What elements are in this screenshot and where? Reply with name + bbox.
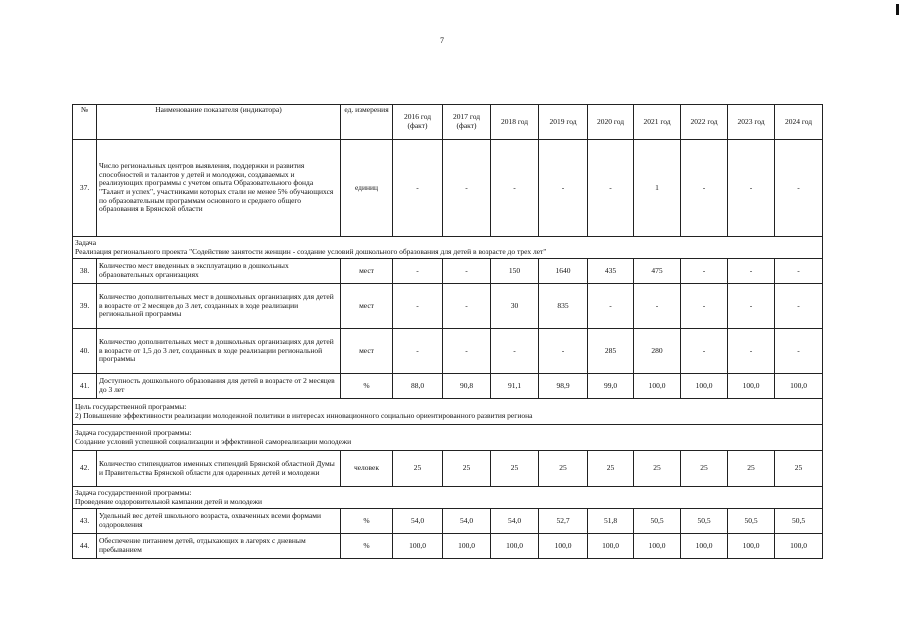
value-cell: 150: [491, 259, 539, 284]
indicator-name: Количество стипендиатов именных стипендий Брянской областной Думы и Правительства Брянской области для одаренных детей и молодежи: [97, 451, 341, 487]
value-cell: -: [443, 259, 491, 284]
value-cell: 99,0: [588, 374, 634, 399]
section-cell: [73, 399, 823, 425]
header-cell: Наименование показателя (индикатора): [97, 105, 341, 140]
value-cell: -: [393, 140, 443, 237]
value-cell: 25: [588, 451, 634, 487]
value-cell: -: [539, 329, 588, 374]
section-text: Задача государственной программы:: [75, 427, 192, 437]
value-cell: -: [728, 259, 775, 284]
indicator-name: Количество дополнительных мест в дошкольных организациях для детей в возрасте от 2 месяцев до 3 лет, созданных в ходе реализации региональной программы: [97, 284, 341, 329]
value-cell: -: [393, 329, 443, 374]
value-cell: -: [443, 140, 491, 237]
table-row: [73, 374, 823, 399]
unit-cell: %: [341, 534, 393, 559]
row-number: 44.: [73, 534, 97, 559]
value-cell: 100,0: [775, 374, 823, 399]
value-cell: 100,0: [681, 534, 728, 559]
value-cell: 435: [588, 259, 634, 284]
row-number: 40.: [73, 329, 97, 374]
unit-cell: %: [341, 509, 393, 534]
section-text: Проведение оздоровительной кампании детей и молодежи: [75, 496, 263, 506]
value-cell: 54,0: [491, 509, 539, 534]
value-cell: -: [634, 284, 681, 329]
indicator-name: Доступность дошкольного образования для детей в возрасте от 2 месяцев до 3 лет: [97, 374, 341, 399]
value-cell: 280: [634, 329, 681, 374]
value-cell: 50,5: [634, 509, 681, 534]
value-cell: -: [681, 140, 728, 237]
value-cell: -: [728, 284, 775, 329]
section-row: [73, 237, 823, 259]
header-cell: 2016 год (факт): [393, 105, 443, 140]
value-cell: -: [443, 329, 491, 374]
value-cell: -: [539, 140, 588, 237]
value-cell: 88,0: [393, 374, 443, 399]
indicator-name: Удельный вес детей школьного возраста, охваченных всеми формами оздоровления: [97, 509, 341, 534]
value-cell: 100,0: [634, 374, 681, 399]
value-cell: 100,0: [634, 534, 681, 559]
section-row: [73, 487, 823, 509]
value-cell: 51,8: [588, 509, 634, 534]
header-cell: 2024 год: [775, 105, 823, 140]
value-cell: 100,0: [539, 534, 588, 559]
value-cell: 50,5: [775, 509, 823, 534]
section-text: 2) Повышение эффективности реализации молодежной политики в интересах инновационного социально ориентированного развития региона: [75, 410, 533, 420]
value-cell: 52,7: [539, 509, 588, 534]
value-cell: 100,0: [681, 374, 728, 399]
table-row: [73, 140, 823, 237]
section-text: Создание условий успешной социализации и эффективной самореализации молодежи: [75, 436, 352, 446]
value-cell: -: [681, 329, 728, 374]
table-row: [73, 284, 823, 329]
indicator-name: Обеспечение питанием детей, отдыхающих в лагерях с дневным пребыванием: [97, 534, 341, 559]
corner-mark: [896, 4, 899, 15]
value-cell: 285: [588, 329, 634, 374]
value-cell: -: [588, 140, 634, 237]
value-cell: 54,0: [443, 509, 491, 534]
table-row: [73, 259, 823, 284]
header-cell: 2023 год: [728, 105, 775, 140]
value-cell: 100,0: [775, 534, 823, 559]
value-cell: 100,0: [443, 534, 491, 559]
value-cell: 25: [443, 451, 491, 487]
unit-cell: %: [341, 374, 393, 399]
value-cell: 50,5: [681, 509, 728, 534]
value-cell: 1: [634, 140, 681, 237]
row-number: 39.: [73, 284, 97, 329]
section-text: Реализация регионального проекта "Содействие занятости женщин - создание условий дошкольного образования для детей в возрасте до трех лет": [75, 246, 547, 256]
value-cell: 91,1: [491, 374, 539, 399]
value-cell: -: [393, 284, 443, 329]
section-text: Задача государственной программы:: [75, 487, 192, 497]
value-cell: -: [728, 140, 775, 237]
value-cell: -: [775, 259, 823, 284]
row-number: 38.: [73, 259, 97, 284]
value-cell: 100,0: [491, 534, 539, 559]
section-text: Цель государственной программы:: [75, 401, 187, 411]
row-number: 42.: [73, 451, 97, 487]
value-cell: -: [491, 140, 539, 237]
value-cell: 1640: [539, 259, 588, 284]
header-cell: 2022 год: [681, 105, 728, 140]
section-row: [73, 399, 823, 425]
header-cell: 2018 год: [491, 105, 539, 140]
indicator-name: Количество дополнительных мест в дошкольных организациях для детей в возрасте от 1,5 до 3 лет, созданных в ходе реализации региональной программы: [97, 329, 341, 374]
indicator-name: Количество мест введенных в эксплуатацию в дошкольных образовательных организациях: [97, 259, 341, 284]
section-cell: [73, 237, 823, 259]
value-cell: 100,0: [588, 534, 634, 559]
value-cell: -: [681, 259, 728, 284]
unit-cell: человек: [341, 451, 393, 487]
value-cell: 100,0: [728, 534, 775, 559]
value-cell: 100,0: [393, 534, 443, 559]
value-cell: 54,0: [393, 509, 443, 534]
section-cell: [73, 487, 823, 509]
unit-cell: единиц: [341, 140, 393, 237]
value-cell: 100,0: [728, 374, 775, 399]
value-cell: -: [775, 284, 823, 329]
value-cell: -: [681, 284, 728, 329]
indicators-table: [72, 104, 823, 559]
value-cell: 25: [681, 451, 728, 487]
header-cell: 2021 год: [634, 105, 681, 140]
row-number: 41.: [73, 374, 97, 399]
section-text: Задача: [75, 237, 97, 247]
row-number: 43.: [73, 509, 97, 534]
section-cell: [73, 425, 823, 451]
unit-cell: мест: [341, 259, 393, 284]
value-cell: 25: [393, 451, 443, 487]
value-cell: 25: [728, 451, 775, 487]
value-cell: -: [443, 284, 491, 329]
table-row: [73, 534, 823, 559]
value-cell: 90,8: [443, 374, 491, 399]
value-cell: 25: [634, 451, 681, 487]
value-cell: 98,9: [539, 374, 588, 399]
section-row: [73, 425, 823, 451]
value-cell: -: [775, 329, 823, 374]
header-cell: №: [73, 105, 97, 140]
value-cell: 25: [539, 451, 588, 487]
value-cell: -: [588, 284, 634, 329]
value-cell: 25: [775, 451, 823, 487]
value-cell: 475: [634, 259, 681, 284]
value-cell: -: [728, 329, 775, 374]
table-row: [73, 329, 823, 374]
header-cell: 2017 год (факт): [443, 105, 491, 140]
unit-cell: мест: [341, 284, 393, 329]
page-number: 7: [440, 36, 444, 45]
unit-cell: мест: [341, 329, 393, 374]
value-cell: 835: [539, 284, 588, 329]
table-row: [73, 451, 823, 487]
value-cell: -: [393, 259, 443, 284]
row-number: 37.: [73, 140, 97, 237]
table-row: [73, 509, 823, 534]
value-cell: 50,5: [728, 509, 775, 534]
value-cell: -: [775, 140, 823, 237]
value-cell: 25: [491, 451, 539, 487]
indicator-name: Число региональных центров выявления, поддержки и развития способностей и талантов у детей и молодежи, создаваемых и реализующих программы с учетом опыта Образовательного фонда "Талант и успех", участниками которых стали не менее 5% обучающихся по образовательным программам основного и среднего общего образования в Брянской области: [97, 140, 341, 237]
value-cell: 30: [491, 284, 539, 329]
header-cell: 2019 год: [539, 105, 588, 140]
header-cell: 2020 год: [588, 105, 634, 140]
header-cell: ед. измерения: [341, 105, 393, 140]
value-cell: -: [491, 329, 539, 374]
table-header-row: [73, 105, 823, 140]
